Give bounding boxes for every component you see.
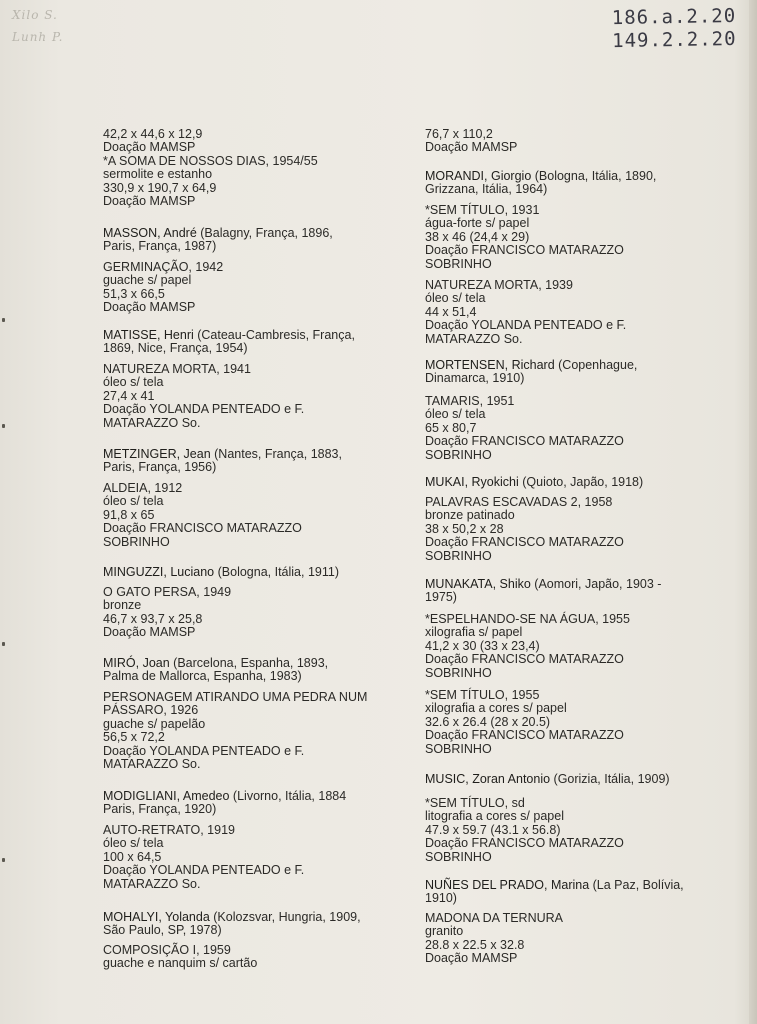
catalog-line: *ESPELHANDO-SE NA ÁGUA, 1955 <box>425 612 630 626</box>
catalog-line: TAMARIS, 1951 <box>425 394 515 408</box>
catalog-line: óleo s/ tela <box>103 375 164 390</box>
catalog-line: 32.6 x 26.4 (28 x 20.5) <box>425 714 551 729</box>
artist-bio: (Copenhague, <box>558 358 638 372</box>
catalog-line: 38 x 46 (24,4 x 29) <box>425 229 530 244</box>
catalog-line: granito <box>425 924 464 939</box>
catalog-line: Doação FRANCISCO MATARAZZO <box>425 243 624 258</box>
artist-name: MUNAKATA, Shiko <box>425 577 535 591</box>
catalog-line: litografia a cores s/ papel <box>425 809 564 824</box>
catalog-line: 41,2 x 30 (33 x 23,4) <box>425 638 540 653</box>
catalog-line: São Paulo, SP, 1978) <box>103 923 222 938</box>
catalog-line: Doação FRANCISCO MATARAZZO <box>103 521 302 536</box>
handwritten-line: Xilo S. <box>12 8 58 22</box>
catalog-line: MATARAZZO So. <box>103 415 201 430</box>
artist-heading <box>103 329 355 342</box>
catalog-line: 44 x 51,4 <box>425 304 477 319</box>
catalog-line: Dinamarca, 1910) <box>425 371 525 386</box>
catalog-line: 38 x 50,2 x 28 <box>425 521 504 536</box>
artist-name: MUSIC, Zoran Antonio <box>425 772 554 786</box>
artist-bio: (Cateau-Cambresis, França, <box>197 328 355 342</box>
handwritten-line: 186.a.2.20 <box>611 4 737 30</box>
catalog-line: Doação MAMSP <box>103 300 196 315</box>
catalog-line: *A SOMA DE NOSSOS DIAS, 1954/55 <box>103 153 318 168</box>
artist-heading <box>103 227 333 240</box>
catalog-line: SOBRINHO <box>425 849 492 864</box>
catalog-line: sermolite e estanho <box>103 167 213 182</box>
catalog-line: 27,4 x 41 <box>103 388 155 403</box>
binding-mark <box>2 642 5 646</box>
catalog-line: AUTO-RETRATO, 1919 <box>103 823 235 837</box>
artist-name: NUÑES DEL PRADO, Marina <box>425 878 593 892</box>
binding-mark <box>2 424 5 428</box>
catalog-line: Doação MAMSP <box>103 625 196 640</box>
catalog-line: 51,3 x 66,5 <box>103 286 165 301</box>
artist-heading <box>103 657 328 670</box>
catalog-line: PERSONAGEM ATIRANDO UMA PEDRA NUM <box>103 690 368 704</box>
catalog-line: Doação MAMSP <box>103 194 196 208</box>
catalog-line: óleo s/ tela <box>425 407 486 422</box>
artist-name: MATISSE, Henri <box>103 328 198 342</box>
artist-name: MODIGLIANI, Amedeo <box>103 789 233 803</box>
catalog-line: 42,2 x 44,6 x 12,9 <box>103 127 203 141</box>
catalog-line: Doação FRANCISCO MATARAZZO <box>425 535 624 550</box>
catalog-line: Doação MAMSP <box>425 951 518 966</box>
artist-bio: (Gorizia, Itália, 1909) <box>553 772 670 786</box>
catalog-line: óleo s/ tela <box>103 836 164 851</box>
binding-mark <box>2 318 5 322</box>
catalog-line: Doação FRANCISCO MATARAZZO <box>425 836 624 851</box>
catalog-line: 65 x 80,7 <box>425 420 477 435</box>
artist-name: MOHALYI, Yolanda <box>103 910 214 924</box>
artist-heading <box>103 566 339 579</box>
catalog-line: óleo s/ tela <box>425 291 486 306</box>
catalog-line: 100 x 64,5 <box>103 849 162 864</box>
artist-bio: (La Paz, Bolívia, <box>592 878 684 892</box>
artist-heading <box>103 448 342 461</box>
handwritten-catalog-numbers <box>612 5 737 53</box>
artist-bio: (Bologna, Itália, 1911) <box>217 565 339 579</box>
catalog-line: 46,7 x 93,7 x 25,8 <box>103 611 203 626</box>
catalog-line: Paris, França, 1987) <box>103 239 217 254</box>
artist-heading <box>425 879 684 892</box>
binding-mark <box>2 858 5 862</box>
artist-bio: (Kolozsvar, Hungria, 1909, <box>213 910 361 924</box>
artist-bio: (Quioto, Japão, 1918) <box>522 475 644 489</box>
catalog-line: 76,7 x 110,2 <box>425 127 493 141</box>
catalog-line: SOBRINHO <box>103 534 170 549</box>
catalog-line: bronze patinado <box>425 508 515 523</box>
catalog-line: 28.8 x 22.5 x 32.8 <box>425 937 525 952</box>
catalog-line: O GATO PERSA, 1949 <box>103 585 232 599</box>
catalog-line: Doação YOLANDA PENTEADO e F. <box>103 743 305 758</box>
artist-bio: (Barcelona, Espanha, 1893, <box>173 656 329 670</box>
catalog-line: Doação YOLANDA PENTEADO e F. <box>425 318 627 333</box>
catalog-line: COMPOSIÇÃO I, 1959 <box>103 943 231 957</box>
catalog-line: 1975) <box>425 590 457 605</box>
catalog-line: NATUREZA MORTA, 1939 <box>425 278 573 292</box>
catalog-line: Doação MAMSP <box>425 140 518 155</box>
catalog-line: Paris, França, 1956) <box>103 460 217 475</box>
catalog-line: GERMINAÇÃO, 1942 <box>103 260 224 274</box>
artist-heading <box>425 359 637 372</box>
artist-bio: (Bologna, Itália, 1890, <box>534 169 657 183</box>
artist-bio: (Balagny, França, 1896, <box>200 226 333 240</box>
catalog-line: guache s/ papel <box>103 273 192 288</box>
catalog-line: SOBRINHO <box>425 665 492 680</box>
catalog-line: PÁSSARO, 1926 <box>103 703 199 718</box>
catalog-line: SOBRINHO <box>425 447 492 462</box>
catalog-line: ALDEIA, 1912 <box>103 481 183 495</box>
artist-name: MORANDI, Giorgio <box>425 169 535 183</box>
catalog-line: 1910) <box>425 891 457 906</box>
catalog-line: MATARAZZO So. <box>103 757 201 771</box>
catalog-line: guache e nanquim s/ cartão <box>103 956 258 971</box>
artist-heading <box>425 578 661 591</box>
handwritten-line: Lunh P. <box>12 30 64 44</box>
catalog-line: MATARAZZO So. <box>103 876 201 891</box>
catalog-line: SOBRINHO <box>425 741 492 756</box>
artist-heading <box>425 170 656 183</box>
catalog-line: Palma de Mallorca, Espanha, 1983) <box>103 669 302 684</box>
catalog-line: 47.9 x 59.7 (43.1 x 56.8) <box>425 822 561 837</box>
catalog-line: 91,8 x 65 <box>103 507 155 522</box>
artist-heading <box>103 790 346 803</box>
catalog-line: 1869, Nice, França, 1954) <box>103 341 248 356</box>
artist-name: MINGUZZI, Luciano <box>103 565 218 579</box>
catalog-line: guache s/ papelão <box>103 716 206 731</box>
catalog-line: água-forte s/ papel <box>425 216 530 231</box>
catalog-line: Doação YOLANDA PENTEADO e F. <box>103 863 305 878</box>
artist-heading <box>425 476 643 489</box>
artist-heading <box>103 911 361 924</box>
catalog-line: SOBRINHO <box>425 548 492 563</box>
catalog-line: Grizzana, Itália, 1964) <box>425 182 548 197</box>
artist-heading <box>425 773 670 786</box>
catalog-line: 330,9 x 190,7 x 64,9 <box>103 180 217 195</box>
handwritten-note-faded <box>12 4 63 48</box>
catalog-line: xilografia a cores s/ papel <box>425 701 567 716</box>
catalog-line: *SEM TÍTULO, 1931 <box>425 203 540 217</box>
artist-bio: (Aomori, Japão, 1903 - <box>534 577 662 591</box>
catalog-line: SOBRINHO <box>425 256 492 271</box>
artist-name: MASSON, André <box>103 226 201 240</box>
catalog-line: *SEM TÍTULO, sd <box>425 796 525 810</box>
page-edge-shadow <box>749 0 757 1024</box>
catalog-line: NATUREZA MORTA, 1941 <box>103 362 251 376</box>
artist-name: MORTENSEN, Richard <box>425 358 559 372</box>
catalog-line: 56,5 x 72,2 <box>103 730 165 745</box>
catalog-line: Paris, França, 1920) <box>103 802 217 817</box>
artist-bio: (Livorno, Itália, 1884 <box>232 789 347 803</box>
catalog-line: Doação FRANCISCO MATARAZZO <box>425 434 624 449</box>
catalog-line: óleo s/ tela <box>103 494 164 509</box>
catalog-line: Doação FRANCISCO MATARAZZO <box>425 652 624 667</box>
catalog-line: PALAVRAS ESCAVADAS 2, 1958 <box>425 495 613 509</box>
catalog-line: xilografia s/ papel <box>425 625 523 640</box>
catalog-line: *SEM TÍTULO, 1955 <box>425 688 540 702</box>
catalog-line: bronze <box>103 598 142 613</box>
artist-name: MIRÓ, Joan <box>103 656 174 670</box>
catalog-line: Doação FRANCISCO MATARAZZO <box>425 728 624 743</box>
catalog-line: Doação MAMSP <box>103 140 196 155</box>
catalog-line: Doação YOLANDA PENTEADO e F. <box>103 402 305 417</box>
catalog-line: MADONA DA TERNURA <box>425 911 563 925</box>
artist-name: METZINGER, Jean <box>103 447 215 461</box>
artist-bio: (Nantes, França, 1883, <box>214 447 342 461</box>
handwritten-line: 149.2.2.20 <box>612 27 737 53</box>
catalog-line: MATARAZZO So. <box>425 331 523 346</box>
artist-name: MUKAI, Ryokichi <box>425 475 523 489</box>
